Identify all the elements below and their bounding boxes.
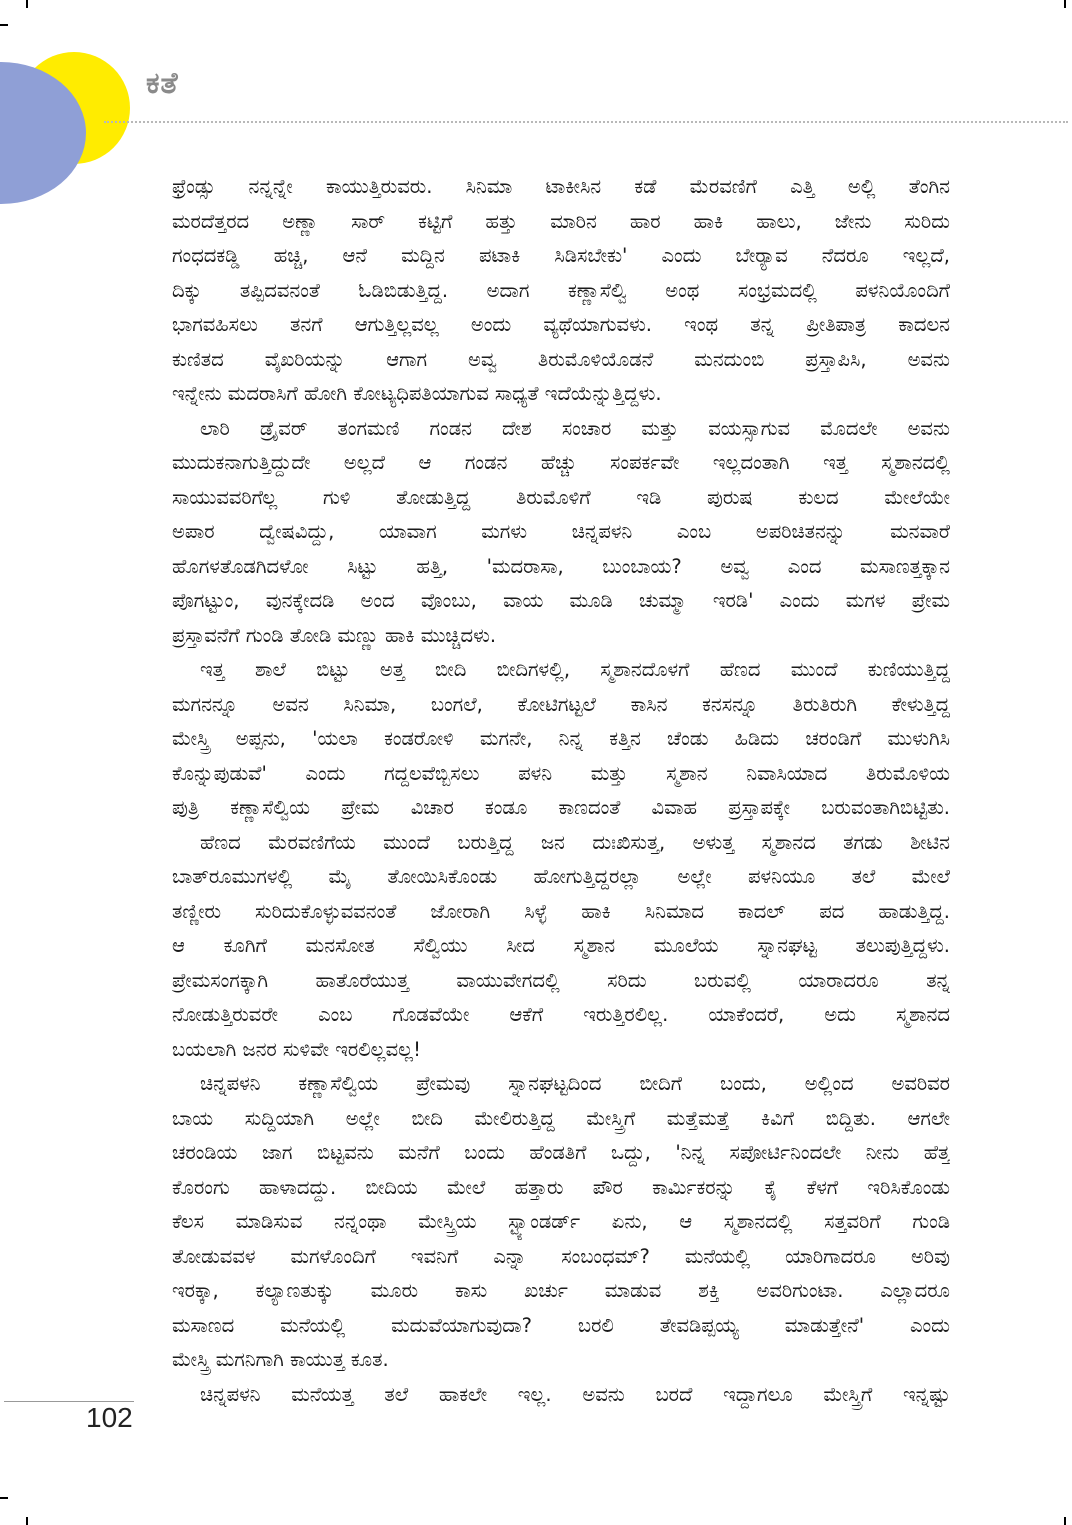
text-line: ದಿಕ್ಕು ತಪ್ಪಿದವನಂತೆ ಓಡಿಬಿಡುತ್ತಿದ್ದ. ಅದಾಗ ಕಣ್ಣಾಸೆಲ್ವಿ ಅಂಥ ಸಂಭ್ರಮದಲ್ಲಿ ಪಳನಿಯೊಂದಿಗೆ — [172, 278, 950, 302]
text-line: ಇನ್ನೇನು ಮದರಾಸಿಗೆ ಹೋಗಿ ಕೋಟ್ಯಧಿಪತಿಯಾಗುವ ಸಾಧ್ಯತೆ ಇದೆಯೆನ್ನುತ್ತಿದ್ದಳು. — [172, 382, 662, 405]
crop-mark — [1064, 0, 1066, 8]
crop-mark — [26, 0, 28, 8]
text-line: ಕೆಲಸ ಮಾಡಿಸುವ ನನ್ನಂಥಾ ಮೇಸ್ತ್ರಿಯ ಸ್ಟ್ಯಾಂಡರ್ಡ್ ಏನು, ಆ ಸ್ಮಶಾನದಲ್ಲಿ ಸತ್ತವರಿಗೆ ಗುಂಡಿ — [172, 1210, 950, 1233]
body-text — [172, 170, 950, 1412]
text-line: ಮಗನನ್ನೂ ಅವನ ಸಿನಿಮಾ, ಬಂಗಲೆ, ಕೋಟಿಗಟ್ಟಲೆ ಕಾಸಿನ ಕನಸನ್ನೂ ತಿರುತಿರುಗಿ ಕೇಳುತ್ತಿದ್ದ — [172, 692, 950, 716]
text-line: ಚಿನ್ನಪಳನಿ ಮನೆಯತ್ತ ತಲೆ ಹಾಕಲೇ ಇಲ್ಲ. ಅವನು ಬರದೆ ಇದ್ದಾಗಲೂ ಮೇಸ್ತ್ರಿಗೆ ಇನ್ನಷ್ಟು — [200, 1382, 950, 1406]
text-line: ತೋಡುವವಳ ಮಗಳೊಂದಿಗೆ ಇವನಿಗೆ ಎನ್ನಾ ಸಂಬಂಧಮ್? ಮನೆಯಲ್ಲಿ ಯಾರಿಗಾದರೂ ಅರಿವು — [172, 1244, 950, 1268]
text-line: ಹೊಗಳತೊಡಗಿದಳೋ ಸಿಟ್ಟು ಹತ್ತಿ, 'ಮದರಾಸಾ, ಬುಂಬಾಯ? ಅವ್ವ ಎಂದ ಮಸಾಣತ್ತಕ್ಕಾನ — [172, 554, 950, 578]
crop-mark — [0, 24, 8, 26]
text-line: ಅಪಾರ ದ್ವೇಷವಿದ್ದು, ಯಾವಾಗ ಮಗಳು ಚಿನ್ನಪಳನಿ ಎಂಬ ಅಪರಿಚಿತನನ್ನು ಮನವಾರೆ — [172, 520, 950, 543]
text-line: ಫ್ರೆಂಡ್ಸು ನನ್ನನ್ನೇ ಕಾಯುತ್ತಿರುವರು. ಸಿನಿಮಾ ಟಾಕೀಸಿನ ಕಡೆ ಮೆರವಣಿಗೆ ಎತ್ತಿ ಅಲ್ಲಿ ತೆಂಗಿನ — [172, 175, 950, 198]
text-line: ಮರದೆತ್ತರದ ಅಣ್ಣಾ ಸಾರ್ ಕಟ್ಟಿಗೆ ಹತ್ತು ಮಾರಿನ ಹಾರ ಹಾಕಿ ಹಾಲು, ಜೇನು ಸುರಿದು — [172, 209, 950, 233]
text-line: ಮುದುಕನಾಗುತ್ತಿದ್ದುದೇ ಅಲ್ಲದೆ ಆ ಗಂಡನ ಹೆಚ್ಚು ಸಂಪರ್ಕವೇ ಇಲ್ಲದಂತಾಗಿ ಇತ್ತ ಸ್ಮಶಾನದಲ್ಲಿ — [172, 451, 950, 474]
text-line: ಸಾಯುವವರಿಗೆಲ್ಲ ಗುಳಿ ತೋಡುತ್ತಿದ್ದ ತಿರುಮೊಳಿಗೆ ಇಡಿ ಪುರುಷ ಕುಲದ ಮೇಲೆಯೇ — [172, 485, 950, 509]
crop-mark — [26, 1517, 28, 1525]
text-line: ಕೊನ್ನುಪುಡುವೆ' ಎಂದು ಗದ್ದಲವೆಬ್ಬಿಸಲು ಪಳನಿ ಮತ್ತು ಸ್ಮಶಾನ ನಿವಾಸಿಯಾದ ತಿರುಮೊಳಿಯ — [172, 761, 950, 785]
text-line: ಕುಣಿತದ ವೈಖರಿಯನ್ನು ಆಗಾಗ ಅವ್ವ ತಿರುಮೊಳಿಯೊಡನೆ ಮನದುಂಬಿ ಪ್ರಸ್ತಾಪಿಸಿ, ಅವನು — [172, 347, 950, 371]
page-number: 102 — [86, 1402, 133, 1433]
text-line: ಭಾಗವಹಿಸಲು ತನಗೆ ಆಗುತ್ತಿಲ್ಲವಲ್ಲ ಅಂದು ವ್ಯಥೆಯಾಗುವಳು. ಇಂಥ ತನ್ನ ಪ್ರೀತಿಪಾತ್ರ ಕಾದಲನ — [172, 313, 950, 336]
text-line: ಪ್ರೇಮಸಂಗಕ್ಕಾಗಿ ಹಾತೊರೆಯುತ್ತ ವಾಯುವೇಗದಲ್ಲಿ ಸರಿದು ಬರುವಲ್ಲಿ ಯಾರಾದರೂ ತನ್ನ — [172, 968, 950, 992]
text-line: ಇರಕ್ಕಾ, ಕಲ್ಯಾಣತುಕ್ಕು ಮೂರು ಕಾಸು ಖರ್ಚು ಮಾಡುವ ಶಕ್ತಿ ಅವರಿಗುಂಟಾ. ಎಲ್ಲಾದರೂ — [172, 1279, 950, 1302]
text-line: ಪೊಗಟ್ಟುಂ, ವುನಕ್ಕೇದಡಿ ಅಂದ ವೊಂಬು, ವಾಯ ಮೂಡಿ ಚುಮ್ಮಾ ಇರಡಿ' ಎಂದು ಮಗಳ ಪ್ರೇಮ — [172, 589, 950, 612]
crop-mark — [1064, 1517, 1066, 1525]
text-line: ಚಿನ್ನಪಳನಿ ಕಣ್ಣಾಸೆಲ್ವಿಯ ಪ್ರೇಮವು ಸ್ನಾನಘಟ್ಟದಿಂದ ಬೀದಿಗೆ ಬಂದು, ಅಲ್ಲಿಂದ ಅವರಿವರ — [200, 1072, 950, 1095]
text-line: ಗಂಧದಕಡ್ಡಿ ಹಚ್ಚಿ, ಆನೆ ಮದ್ದಿನ ಪಟಾಕಿ ಸಿಡಿಸಬೇಕು' ಎಂದು ಬೇರ್‍ಯಾವ ನೆದರೂ ಇಲ್ಲದೆ, — [172, 244, 950, 267]
text-line: ಹೆಣದ ಮೆರವಣಿಗೆಯ ಮುಂದೆ ಬರುತ್ತಿದ್ದ ಜನ ದುಃಖಿಸುತ್ತ, ಅಳುತ್ತ ಸ್ಮಶಾನದ ತಗಡು ಶೀಟಿನ — [200, 830, 950, 854]
text-line: ಚರಂಡಿಯ ಜಾಗ ಬಿಟ್ಟವನು ಮನೆಗೆ ಬಂದು ಹೆಂಡತಿಗೆ ಒದ್ದು, 'ನಿನ್ನ ಸಪೋರ್ಟಿನಿಂದಲೇ ನೀನು ಹೆತ್ತ — [172, 1141, 950, 1164]
text-line: ಪ್ರಸ್ತಾವನೆಗೆ ಗುಂಡಿ ತೋಡಿ ಮಣ್ಣು ಹಾಕಿ ಮುಚ್ಚಿದಳು. — [172, 623, 497, 647]
text-line: ಬಯಲಾಗಿ ಜನರ ಸುಳಿವೇ ಇರಲಿಲ್ಲವಲ್ಲ! — [172, 1037, 421, 1061]
text-line: ಪುತ್ರಿ ಕಣ್ಣಾಸೆಲ್ವಿಯ ಪ್ರೇಮ ವಿಚಾರ ಕಂಡೂ ಕಾಣದಂತೆ ವಿವಾಹ ಪ್ರಸ್ತಾಪಕ್ಕೇ ಬರುವಂತಾಗಿಬಿಟ್ಟಿತು. — [172, 796, 950, 819]
text-line: ಕೊರಂಗು ಹಾಳಾದದ್ದು. ಬೀದಿಯ ಮೇಲೆ ಹತ್ತಾರು ಪೌರ ಕಾರ್ಮಿಕರನ್ನು ಕೈ ಕೆಳಗೆ ಇರಿಸಿಕೊಂಡು — [172, 1175, 950, 1199]
text-line: ಮೇಸ್ತ್ರಿ ಅಪ್ಪನು, 'ಯಲಾ ಕಂಡರೋಳಿ ಮಗನೇ, ನಿನ್ನ ಕತ್ತಿನ ಚೆಂಡು ಹಿಡಿದು ಚರಂಡಿಗೆ ಮುಳುಗಿಸಿ — [172, 727, 950, 750]
text-line: ನೋಡುತ್ತಿರುವರೇ ಎಂಬ ಗೊಡವೆಯೇ ಆಕೆಗೆ ಇರುತ್ತಿರಲಿಲ್ಲ. ಯಾಕೆಂದರೆ, ಅದು ಸ್ಮಶಾನದ — [172, 1003, 950, 1026]
text-line: ಇತ್ತ ಶಾಲೆ ಬಿಟ್ಟು ಅತ್ತ ಬೀದಿ ಬೀದಿಗಳಲ್ಲಿ, ಸ್ಮಶಾನದೊಳಗೆ ಹೆಣದ ಮುಂದೆ ಕುಣಿಯುತ್ತಿದ್ದ — [200, 658, 950, 681]
text-line: ಮಸಾಣದ ಮನೆಯಲ್ಲಿ ಮದುವೆಯಾಗುವುದಾ? ಬರಲಿ ತೇವಡಿಪ್ಪಯ್ಯ ಮಾಡುತ್ತೇನೆ' ಎಂದು — [172, 1313, 950, 1337]
text-line: ಬಾಯ ಸುದ್ದಿಯಾಗಿ ಅಲ್ಲೇ ಬೀದಿ ಮೇಲಿರುತ್ತಿದ್ದ ಮೇಸ್ತ್ರಿಗೆ ಮತ್ತೆಮತ್ತೆ ಕಿವಿಗೆ ಬಿದ್ದಿತು. ಆಗಲೇ — [172, 1106, 950, 1130]
section-label: ಕತೆ — [146, 66, 179, 101]
text-line: ಮೇಸ್ತ್ರಿ ಮಗನಿಗಾಗಿ ಕಾಯುತ್ತ ಕೂತ. — [172, 1348, 389, 1371]
header-dotted-rule — [104, 121, 1068, 123]
text-line: ತಣ್ಣೀರು ಸುರಿದುಕೊಳ್ಳುವವನಂತೆ ಜೋರಾಗಿ ಸಿಳ್ಳೆ ಹಾಕಿ ಸಿನಿಮಾದ ಕಾದಲ್ ಪದ ಹಾಡುತ್ತಿದ್ದ. — [172, 899, 950, 923]
text-line: ಆ ಕೂಗಿಗೆ ಮನಸೋತ ಸೆಲ್ವಿಯು ಸೀದ ಸ್ಮಶಾನ ಮೂಲೆಯ ಸ್ನಾನಘಟ್ಟ ತಲುಪುತ್ತಿದ್ದಳು. — [172, 934, 950, 957]
text-line: ಬಾತ್‌ರೂಮುಗಳಲ್ಲಿ ಮೈ ತೋಯಿಸಿಕೊಂಡು ಹೋಗುತ್ತಿದ್ದರಲ್ಲಾ ಅಲ್ಲೇ ಪಳನಿಯೂ ತಲೆ ಮೇಲೆ — [172, 865, 950, 888]
crop-mark — [0, 1497, 8, 1499]
text-line: ಲಾರಿ ಡ್ರೈವರ್ ತಂಗಮಣಿ ಗಂಡನ ದೇಶ ಸಂಚಾರ ಮತ್ತು ವಯಸ್ಸಾಗುವ ಮೊದಲೇ ಅವನು — [200, 416, 950, 440]
